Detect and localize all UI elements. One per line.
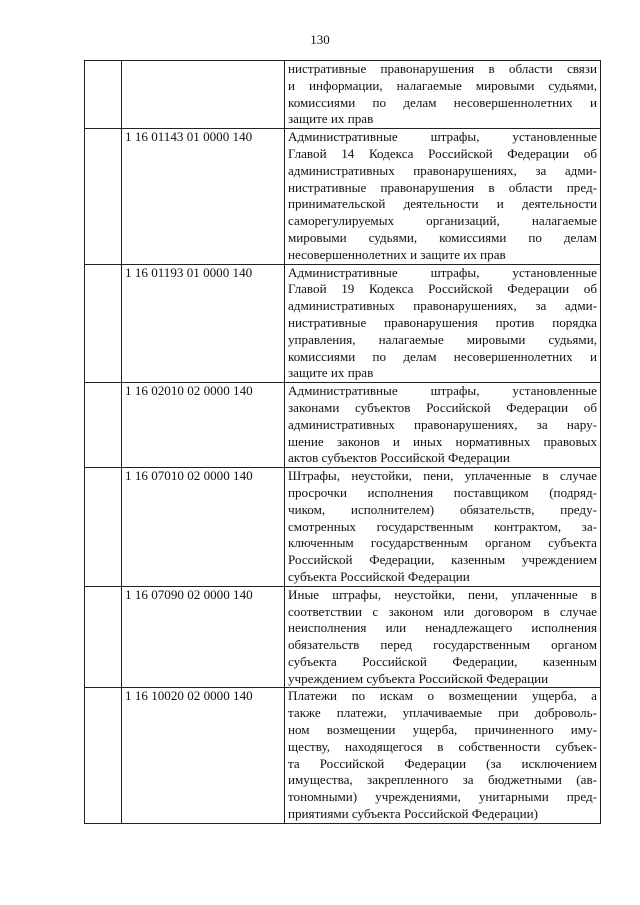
table-row <box>85 129 601 264</box>
description-line: субъекта Российской Федерации <box>288 568 470 584</box>
description-line: нистративные правонарушения в области пред- <box>288 179 597 195</box>
description-line: принимательской деятельности и деятельности <box>288 196 597 212</box>
description-line: саморегулируемых организаций, налагаемые <box>288 213 597 229</box>
description-line: комиссиями по делам несовершеннолетних и <box>288 94 597 110</box>
admin-code-cell <box>85 383 122 468</box>
description-line: та Российской Федерации (за исключением <box>288 755 597 771</box>
description-line: Административные штрафы, установленные <box>288 383 597 399</box>
description-line: чиком, исполнителем) обязательств, преду- <box>288 501 597 517</box>
table-row <box>85 61 601 129</box>
revenue-code-cell: 1 16 07010 02 0000 140 <box>122 468 285 587</box>
description-line: Штрафы, неустойки, пени, уплаченные в случае <box>288 468 597 484</box>
table-row <box>85 688 601 823</box>
description-line: нистративные правонарушения в области связи <box>288 61 597 76</box>
page-number: 130 <box>310 32 330 47</box>
description-line: неисполнения или ненадлежащего исполнения <box>288 620 597 636</box>
description-line: смотренных государственным контрактом, за- <box>288 518 597 534</box>
description-line: и информации, налагаемые мировыми судьями, <box>288 77 597 93</box>
table-row <box>85 586 601 688</box>
revenue-code-cell: 1 16 01143 01 0000 140 <box>122 129 285 264</box>
description-line: обязательств перед государственным органом <box>288 637 597 653</box>
description-line: административных правонарушениях, за адми- <box>288 162 597 178</box>
description-line: шение законов и иных нормативных правовых <box>288 433 597 449</box>
revenue-description-cell <box>285 688 601 823</box>
revenue-code-cell: 1 16 01193 01 0000 140 <box>122 264 285 383</box>
description-line: комиссиями по делам несовершеннолетних и <box>288 348 597 364</box>
admin-code-cell <box>85 264 122 383</box>
table-row <box>85 468 601 587</box>
description-line: приятиями субъекта Российской Федерации) <box>288 806 538 822</box>
description-line: Иные штрафы, неустойки, пени, уплаченные в <box>288 586 597 602</box>
admin-code-cell <box>85 129 122 264</box>
description-line: Российской Федерации, казенным учреждением <box>288 552 597 568</box>
description-line: также платежи, уплачиваемые при доброволь- <box>288 705 597 721</box>
admin-code-cell <box>85 61 122 129</box>
admin-code-cell <box>85 688 122 823</box>
table-row <box>85 264 601 383</box>
revenue-code-cell: 1 16 02010 02 0000 140 <box>122 383 285 468</box>
description-line: соответствии с законом или договором в случае <box>288 603 597 619</box>
description-line: мировыми судьями, комиссиями по делам <box>288 229 597 245</box>
description-line: Главой 19 Кодекса Российской Федерации об <box>288 281 597 297</box>
description-line: защите их прав <box>288 365 374 381</box>
description-line: субъекта Российской Федерации, казенным <box>288 653 597 669</box>
description-line: Административные штрафы, установленные <box>288 129 597 145</box>
description-line: несовершеннолетних и защите их прав <box>288 246 506 262</box>
revenue-description-cell <box>285 129 601 264</box>
description-line: ществу, находящегося в собственности субъек- <box>288 738 597 754</box>
revenue-code-cell: 1 16 10020 02 0000 140 <box>122 688 285 823</box>
description-line: управления, налагаемые мировыми судьями, <box>288 331 597 347</box>
revenue-description-cell <box>285 468 601 587</box>
description-line: имущества, закрепленного за бюджетными (ав- <box>288 772 597 788</box>
revenue-description-cell <box>285 264 601 383</box>
description-line: учреждением субъекта Российской Федерации <box>288 670 549 686</box>
admin-code-cell <box>85 468 122 587</box>
description-line: ном возмещении ущерба, причиненного иму- <box>288 722 597 738</box>
description-line: Главой 14 Кодекса Российской Федерации об <box>288 145 597 161</box>
budget-classification-table <box>84 60 601 824</box>
revenue-code-cell <box>122 61 285 129</box>
description-line: Административные штрафы, установленные <box>288 264 597 280</box>
description-line: защите их прав <box>288 111 374 127</box>
admin-code-cell <box>85 586 122 688</box>
description-line: тономными) учреждениями, унитарными пред- <box>288 789 597 805</box>
revenue-description-cell <box>285 61 601 129</box>
revenue-description-cell <box>285 383 601 468</box>
description-line: административных правонарушениях, за нару- <box>288 416 597 432</box>
description-line: Платежи по искам о возмещении ущерба, а <box>288 688 597 704</box>
description-line: административных правонарушениях, за адми- <box>288 298 597 314</box>
description-line: актов субъектов Российской Федерации <box>288 450 510 466</box>
table-row <box>85 383 601 468</box>
table-body <box>85 61 601 824</box>
revenue-description-cell <box>285 586 601 688</box>
description-line: ключенным государственным органом субъекта <box>288 535 597 551</box>
description-line: законами субъектов Российской Федерации об <box>288 399 597 415</box>
description-line: нистративные правонарушения против порядка <box>288 314 597 330</box>
description-line: просрочки исполнения поставщиком (подряд- <box>288 484 597 500</box>
revenue-code-cell: 1 16 07090 02 0000 140 <box>122 586 285 688</box>
